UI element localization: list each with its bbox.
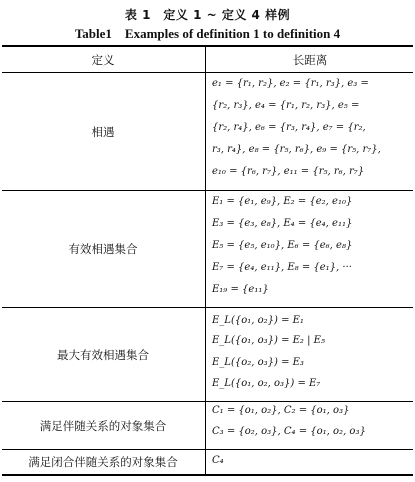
- row-rule-3: [2, 401, 413, 402]
- content-line: C₁ = {o₁, o₂}, C₂ = {o₁, o₃}: [212, 405, 350, 416]
- table-caption-en: Table1 Examples of definition 1 to definition 4: [74, 26, 341, 41]
- content-line: E_L({o₂, o₃}) = E₃: [212, 357, 304, 368]
- content-line: {r₂, r₄}, e₆ = {r₃, r₄}, e₇ = {r₂,: [212, 122, 366, 133]
- content-line: e₁ = {r₁, r₂}, e₂ = {r₁, r₃}, e₃ =: [212, 78, 369, 89]
- content-line: C₄: [212, 455, 224, 466]
- row-definition: 相遇: [91, 125, 115, 139]
- row-definition: 满足闭合伴随关系的对象集合: [28, 455, 178, 469]
- content-line: E_L({o₁, o₂}) = E₁: [212, 315, 304, 326]
- content-line: E_L({o₁, o₂, o₃}) = E₇: [212, 378, 321, 389]
- content-line: E₅ = {e₅, e₁₀}, E₆ = {e₆, e₈}: [212, 240, 353, 251]
- row-rule-1: [2, 190, 413, 191]
- content-line: {r₂, r₃}, e₄ = {r₁, r₂, r₃}, e₅ =: [212, 100, 360, 111]
- content-line: C₃ = {o₂, o₃}, C₄ = {o₁, o₂, o₃}: [212, 426, 366, 437]
- header-definition: 定义: [91, 53, 115, 67]
- content-line: e₁₀ = {r₆, r₇}, e₁₁ = {r₅, r₆, r₇}: [212, 166, 365, 177]
- top-rule: [2, 45, 413, 47]
- bottom-rule: [2, 474, 413, 476]
- content-line: E₁₉ = {e₁₁}: [212, 284, 269, 295]
- row-rule-4: [2, 449, 413, 450]
- content-line: E₇ = {e₄, e₁₁}, E₈ = {e₁}, ···: [212, 262, 352, 273]
- column-divider: [205, 47, 206, 474]
- row-definition: 最大有效相遇集合: [57, 348, 149, 362]
- row-rule-2: [2, 307, 413, 308]
- row-definition: 有效相遇集合: [68, 242, 138, 256]
- header-long-distance: 长距离: [292, 53, 328, 67]
- content-line: r₃, r₄}, e₈ = {r₅, r₆}, e₉ = {r₅, r₇},: [212, 144, 381, 155]
- table-caption-cn: 表 1 定义 1 ~ 定义 4 样例: [124, 8, 291, 22]
- row-definition: 满足伴随关系的对象集合: [39, 419, 167, 433]
- content-line: E₃ = {e₃, e₈}, E₄ = {e₄, e₁₁}: [212, 218, 353, 229]
- header-rule: [2, 72, 413, 73]
- content-line: E₁ = {e₁, e₉}, E₂ = {e₂, e₁₀}: [212, 196, 353, 207]
- content-line: E_L({o₁, o₃}) = E₂ | E₅: [212, 335, 325, 346]
